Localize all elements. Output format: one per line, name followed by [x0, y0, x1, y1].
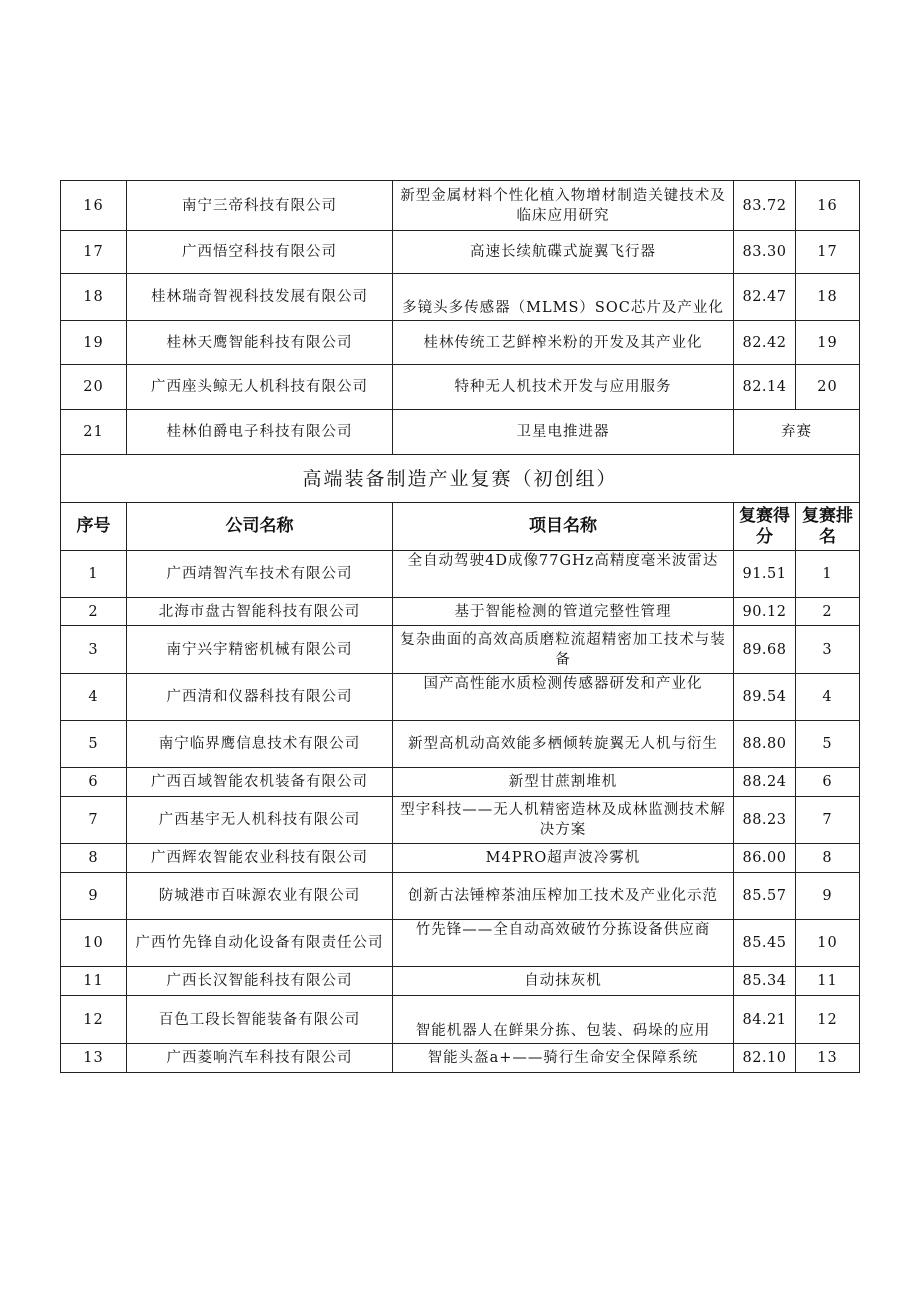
row-number: 10 — [61, 920, 127, 967]
score: 82.47 — [734, 274, 796, 321]
score: 83.72 — [734, 181, 796, 231]
table-row — [61, 181, 860, 231]
row-number: 21 — [61, 410, 127, 455]
project-name: 竹先锋——全自动高效破竹分拣设备供应商 — [393, 920, 734, 967]
score: 82.14 — [734, 365, 796, 410]
table-row — [61, 365, 860, 410]
row-number: 7 — [61, 797, 127, 844]
results-table — [60, 180, 860, 1073]
project-name: 桂林传统工艺鲜榨米粉的开发及其产业化 — [393, 321, 734, 365]
rank: 8 — [796, 844, 860, 873]
table-row — [61, 721, 860, 768]
row-number: 5 — [61, 721, 127, 768]
company-name: 广西基宇无人机科技有限公司 — [127, 797, 393, 844]
table-row — [61, 321, 860, 365]
company-name: 广西悟空科技有限公司 — [127, 231, 393, 274]
project-name: 国产高性能水质检测传感器研发和产业化 — [393, 674, 734, 721]
score: 86.00 — [734, 844, 796, 873]
table-row — [61, 410, 860, 455]
table-row — [61, 873, 860, 920]
rank: 11 — [796, 967, 860, 996]
row-number: 18 — [61, 274, 127, 321]
score: 90.12 — [734, 598, 796, 626]
project-name: 特种无人机技术开发与应用服务 — [393, 365, 734, 410]
table-row — [61, 551, 860, 598]
rank: 12 — [796, 996, 860, 1044]
rank: 3 — [796, 626, 860, 674]
section-title: 高端装备制造产业复赛（初创组） — [61, 455, 860, 503]
rank: 2 — [796, 598, 860, 626]
rank: 5 — [796, 721, 860, 768]
header-project: 项目名称 — [393, 503, 734, 551]
project-name: 复杂曲面的高效高质磨粒流超精密加工技术与装备 — [393, 626, 734, 674]
company-name: 防城港市百味源农业有限公司 — [127, 873, 393, 920]
company-name: 广西座头鲸无人机科技有限公司 — [127, 365, 393, 410]
row-number: 13 — [61, 1044, 127, 1073]
project-name: M4PRO超声波冷雾机 — [393, 844, 734, 873]
row-number: 1 — [61, 551, 127, 598]
header-score: 复赛得分 — [734, 503, 796, 551]
table-row — [61, 844, 860, 873]
score: 88.80 — [734, 721, 796, 768]
project-name: 创新古法锤榨茶油压榨加工技术及产业化示范 — [393, 873, 734, 920]
rank: 10 — [796, 920, 860, 967]
company-name: 广西长汉智能科技有限公司 — [127, 967, 393, 996]
company-name: 南宁兴宇精密机械有限公司 — [127, 626, 393, 674]
company-name: 广西清和仪器科技有限公司 — [127, 674, 393, 721]
company-name: 百色工段长智能装备有限公司 — [127, 996, 393, 1044]
row-number: 16 — [61, 181, 127, 231]
header-company: 公司名称 — [127, 503, 393, 551]
rank: 13 — [796, 1044, 860, 1073]
table-row — [61, 674, 860, 721]
row-number: 4 — [61, 674, 127, 721]
score: 83.30 — [734, 231, 796, 274]
rank: 9 — [796, 873, 860, 920]
score: 88.23 — [734, 797, 796, 844]
section-title-row — [61, 455, 860, 503]
table-row — [61, 967, 860, 996]
score: 89.68 — [734, 626, 796, 674]
company-name: 北海市盘古智能科技有限公司 — [127, 598, 393, 626]
row-number: 20 — [61, 365, 127, 410]
table-row — [61, 920, 860, 967]
header-row — [61, 503, 860, 551]
row-number: 8 — [61, 844, 127, 873]
company-name: 广西竹先锋自动化设备有限责任公司 — [127, 920, 393, 967]
table-row — [61, 768, 860, 797]
project-name: 自动抹灰机 — [393, 967, 734, 996]
header-rank: 复赛排名 — [796, 503, 860, 551]
table-row — [61, 231, 860, 274]
row-number: 6 — [61, 768, 127, 797]
company-name: 桂林瑞奇智视科技发展有限公司 — [127, 274, 393, 321]
score: 85.45 — [734, 920, 796, 967]
project-name: 全自动驾驶4D成像77GHz高精度毫米波雷达 — [393, 551, 734, 598]
row-number: 9 — [61, 873, 127, 920]
project-name: 新型甘蔗割堆机 — [393, 768, 734, 797]
row-number: 17 — [61, 231, 127, 274]
row-number: 2 — [61, 598, 127, 626]
table-row — [61, 797, 860, 844]
score: 89.54 — [734, 674, 796, 721]
rank: 19 — [796, 321, 860, 365]
table-row — [61, 996, 860, 1044]
table-row — [61, 274, 860, 321]
table-row — [61, 1044, 860, 1073]
company-name: 广西百域智能农机装备有限公司 — [127, 768, 393, 797]
row-number: 3 — [61, 626, 127, 674]
rank: 18 — [796, 274, 860, 321]
company-name: 桂林伯爵电子科技有限公司 — [127, 410, 393, 455]
row-number: 11 — [61, 967, 127, 996]
project-name: 多镜头多传感器（MLMS）SOC芯片及产业化 — [393, 274, 734, 321]
withdrawn-status: 弃赛 — [734, 410, 860, 455]
row-number: 19 — [61, 321, 127, 365]
project-name: 高速长续航碟式旋翼飞行器 — [393, 231, 734, 274]
project-name: 卫星电推进器 — [393, 410, 734, 455]
rank: 6 — [796, 768, 860, 797]
score: 85.34 — [734, 967, 796, 996]
project-name: 新型高机动高效能多栖倾转旋翼无人机与衍生 — [393, 721, 734, 768]
header-no: 序号 — [61, 503, 127, 551]
score: 82.42 — [734, 321, 796, 365]
score: 91.51 — [734, 551, 796, 598]
company-name: 南宁三帝科技有限公司 — [127, 181, 393, 231]
rank: 7 — [796, 797, 860, 844]
rank: 16 — [796, 181, 860, 231]
score: 85.57 — [734, 873, 796, 920]
project-name: 基于智能检测的管道完整性管理 — [393, 598, 734, 626]
row-number: 12 — [61, 996, 127, 1044]
rank: 1 — [796, 551, 860, 598]
company-name: 桂林天鹰智能科技有限公司 — [127, 321, 393, 365]
rank: 4 — [796, 674, 860, 721]
rank: 20 — [796, 365, 860, 410]
project-name: 智能头盔a+——骑行生命安全保障系统 — [393, 1044, 734, 1073]
score: 88.24 — [734, 768, 796, 797]
score: 84.21 — [734, 996, 796, 1044]
company-name: 广西辉农智能农业科技有限公司 — [127, 844, 393, 873]
table-row — [61, 598, 860, 626]
company-name: 南宁临界鹰信息技术有限公司 — [127, 721, 393, 768]
rank: 17 — [796, 231, 860, 274]
company-name: 广西菱响汽车科技有限公司 — [127, 1044, 393, 1073]
project-name: 智能机器人在鲜果分拣、包装、码垛的应用 — [393, 996, 734, 1044]
company-name: 广西靖智汽车技术有限公司 — [127, 551, 393, 598]
project-name: 新型金属材料个性化植入物增材制造关键技术及临床应用研究 — [393, 181, 734, 231]
score: 82.10 — [734, 1044, 796, 1073]
table-row — [61, 626, 860, 674]
project-name: 型宇科技——无人机精密造林及成林监测技术解决方案 — [393, 797, 734, 844]
